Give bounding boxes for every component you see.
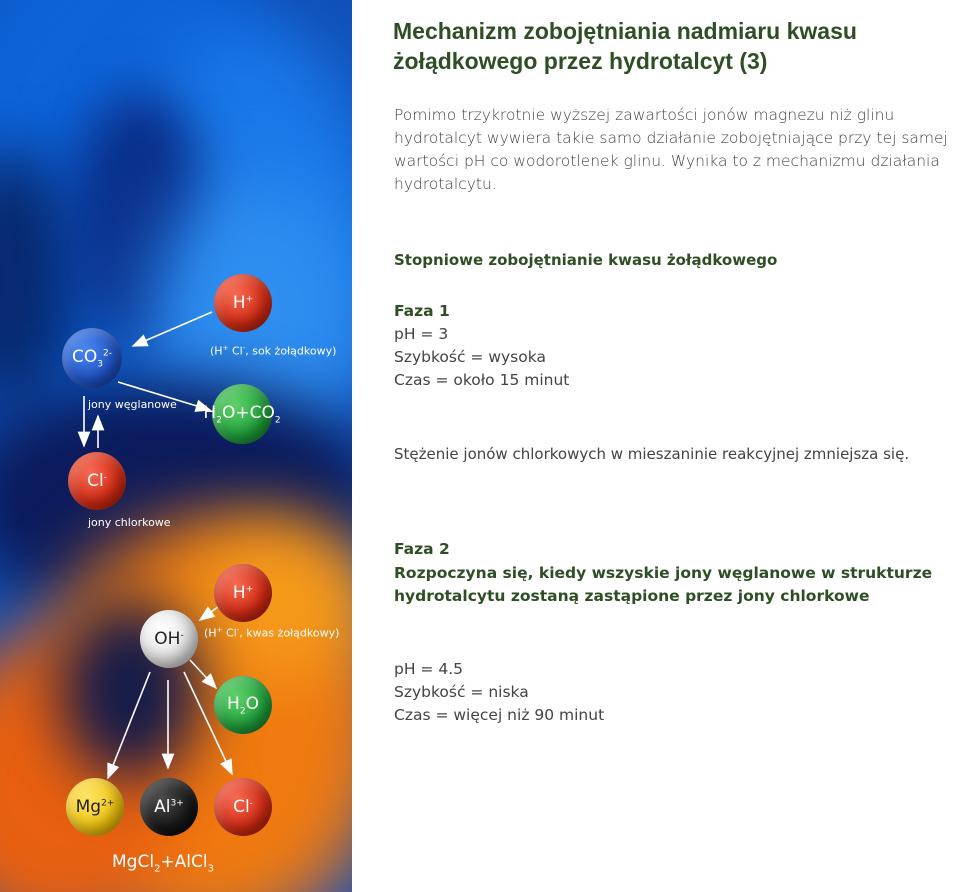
chloride-ion-top: Cl- — [68, 452, 126, 510]
reaction-arrows — [0, 0, 352, 892]
aluminium-ion: $Al^{3+}$ — [140, 778, 198, 836]
carbonate-ion: $CO_3^{2-}$ — [62, 328, 122, 388]
magnesium-ion: $Mg^{2+}$ — [66, 778, 124, 836]
water-co2-product: $H_2O+CO_2$ — [212, 384, 272, 444]
phase2-ph: pH = 4.5 — [394, 660, 463, 678]
phase2-time: Czas = więcej niż 90 minut — [394, 706, 605, 724]
phase1-ph: pH = 3 — [394, 325, 449, 343]
phase1-time: Czas = około 15 minut — [394, 371, 570, 389]
illustration-panel — [0, 0, 352, 892]
chloride-label: jony chlorkowe — [88, 516, 171, 529]
phase2-heading: Faza 2 — [394, 540, 450, 558]
h-ion-bottom: H+ — [214, 564, 272, 622]
phase1-heading: Faza 1 — [394, 302, 450, 320]
acid-label-bottom: (H+ Cl-, kwas żołądkowy) — [204, 626, 340, 640]
carbonate-label: jony węglanowe — [88, 398, 177, 411]
phase1-note: Stężenie jonów chlorkowych w mieszaninie reakcyjnej zmniejsza się. — [394, 445, 910, 463]
page-title: Mechanizm zobojętniania nadmiaru kwasu żołądkowego przez hydrotalcyt (3) — [393, 18, 857, 74]
arrow-oh-to-water — [190, 660, 216, 688]
phase2-description: Rozpoczyna się, kiedy wszyskie jony węglanowe w strukturze hydrotalcytu zostaną zastąpione przez jony chlorkowe — [394, 564, 933, 605]
final-product-label: MgCl$_2$+AlCl$_3$ — [112, 852, 215, 875]
arrow-h-to-co3 — [133, 312, 212, 346]
hydroxide-ion: OH- — [140, 610, 198, 668]
chloride-ion-bottom: Cl- — [214, 778, 272, 836]
section-subheading: Stopniowe zobojętnianie kwasu żołądkowego — [394, 251, 778, 269]
intro-paragraph: Pomimo trzykrotnie wyższej zawartości jonów magnezu niż glinu hydrotalcyt wywiera takie samo działanie zobojętniające przy tej samej wartości pH co wodorotlenek glinu. Wynika to z mechanizmu działania hydrotalcytu. — [394, 106, 948, 193]
water-product: $H_2O$ — [214, 676, 272, 734]
phase2-speed: Szybkość = niska — [394, 683, 529, 701]
phase1-speed: Szybkość = wysoka — [394, 348, 546, 366]
arrow-oh-to-mg — [108, 672, 150, 778]
acid-label-top: (H+ Cl-, sok żołądkowy) — [210, 344, 337, 358]
h-ion-top: H+ — [214, 274, 272, 332]
